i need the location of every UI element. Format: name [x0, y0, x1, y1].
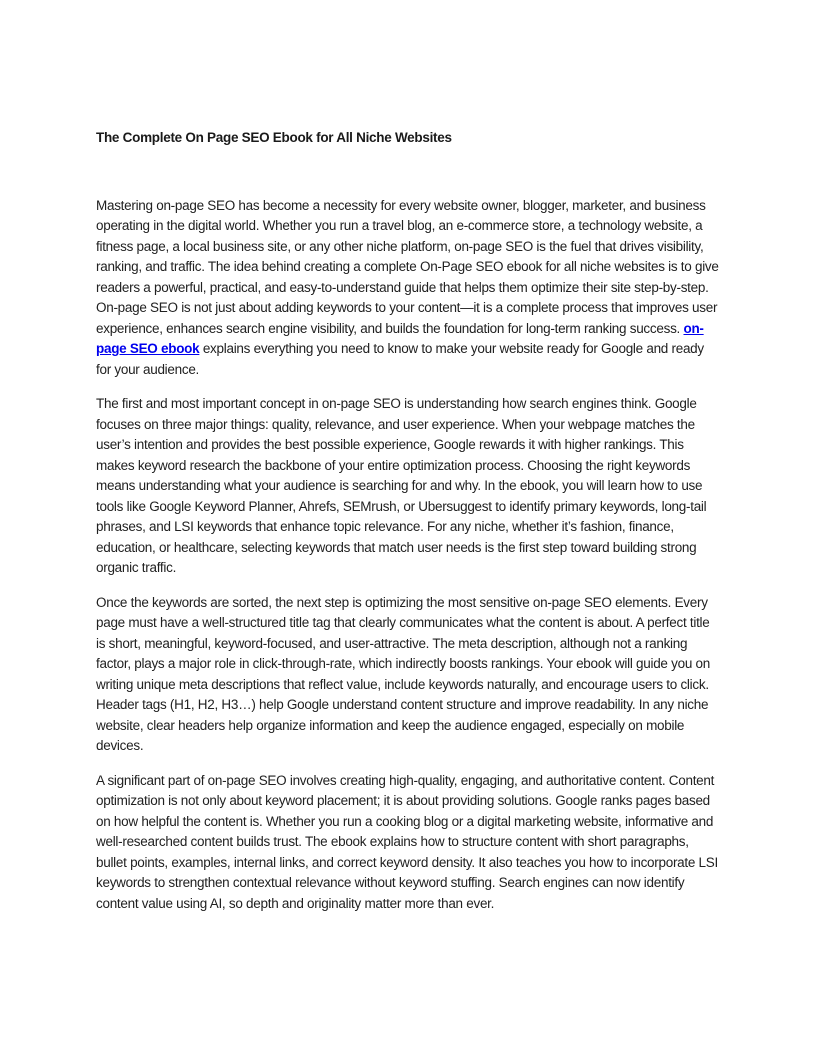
paragraph-onpage-elements: Once the keywords are sorted, the next step is optimizing the most sensitive on-page SEO elements. Every page must have a well-structured title tag that clearly communicates what the content is about. A perfect title is short, meaningful, keyword-focused, and user-attractive. The meta description, although not a ranking factor, plays a major role in click-through-rate, which indirectly boosts rankings. Your ebook will guide you on writing unique meta descriptions that reflect value, include keywords naturally, and encourage users to click. Header tags (H1, H2, H3…) help Google understand content structure and improve readability. In any niche website, clear headers help organize information and keep the audience engaged, especially on mobile devices.: [96, 594, 710, 753]
on-page-seo-ebook-link[interactable]: on-page SEO ebook: [96, 320, 704, 356]
paragraph-intro: [96, 196, 720, 381]
paragraph-intro-text-before-link: Mastering on-page SEO has become a necessity for every website owner, blogger, marketer, and business operating in the digital world. Whether you run a travel blog, an e-commerce store, a technology website, a fitness page, a local business site, or any other niche platform, on-page SEO is the fuel that drives visibility, ranking, and traffic. The idea behind creating a complete On-Page SEO ebook for all niche websites is to give readers a powerful, practical, and easy-to-understand guide that helps them optimize their site step-by-step. On-page SEO is not just about adding keywords to your content—it is a complete process that improves user experience, enhances search engine visibility, and builds the foundation for long-term ranking success.: [96, 197, 719, 336]
document-title: The Complete On Page SEO Ebook for All Niche Websites: [96, 130, 452, 145]
paragraph-intro-text-after-link: explains everything you need to know to make your website ready for Google and ready for your audience.: [96, 341, 704, 377]
paragraph-content-quality: A significant part of on-page SEO involves creating high-quality, engaging, and authoritative content. Content optimization is not only about keyword placement; it is about providing solutions. Google ranks pages based on how helpful the content is. Whether you run a cooking blog or a digital marketing website, informative and well-researched content builds trust. The ebook explains how to structure content with short paragraphs, bullet points, examples, internal links, and correct keyword density. It also teaches you how to incorporate LSI keywords to strengthen contextual relevance without keyword stuffing. Search engines can now identify content value using AI, so depth and originality matter more than ever.: [96, 772, 718, 911]
paragraph-search-engines: The first and most important concept in on-page SEO is understanding how search engines think. Google focuses on three major things: quality, relevance, and user experience. When your webpage matches the user’s intention and provides the best possible experience, Google rewards it with higher rankings. This makes keyword research the backbone of your entire optimization process. Choosing the right keywords means understanding what your audience is searching for and why. In the ebook, you will learn how to use tools like Google Keyword Planner, Ahrefs, SEMrush, or Ubersuggest to identify primary keywords, long-tail phrases, and LSI keywords that enhance topic relevance. For any niche, whether it’s fashion, finance, education, or healthcare, selecting keywords that match user needs is the first step toward building strong organic traffic.: [96, 396, 707, 575]
